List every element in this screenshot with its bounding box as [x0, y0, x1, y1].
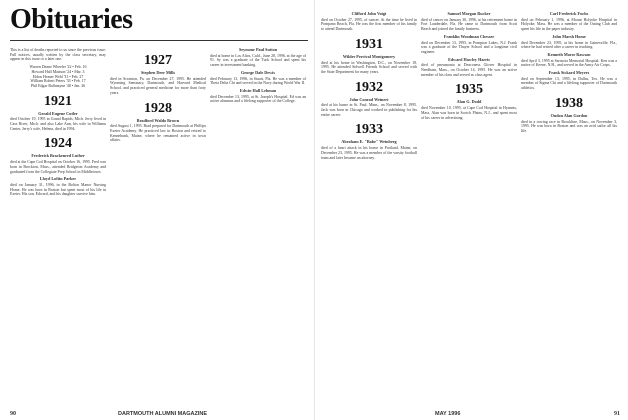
obituary-entry — [521, 114, 617, 134]
obituary-entry — [521, 12, 617, 32]
right-column-2 — [421, 12, 517, 123]
list-item: Phil Edgar Ballantyne '48 • Jan. 26 — [30, 83, 86, 88]
right-column-3 — [521, 12, 617, 137]
obituary-entry — [321, 12, 417, 32]
left-column-2 — [110, 48, 206, 146]
obituary-name: Abraham E. "Babe" Weinberg — [341, 139, 397, 145]
obituary-entry — [521, 35, 617, 50]
obituary-name: Alan G. Dodd — [456, 99, 482, 105]
obituary-name: Samuel Morgan Rucker — [447, 11, 491, 16]
page-number: 90 — [10, 411, 16, 417]
obituary-text: died August 1, 1995. Brad prepared for Dartmouth at Phillips Exeter Academy. He practiced law in Boston and retired to Kennebunk, Maine, where he remained active in town affairs. — [110, 124, 206, 143]
left-column-3 — [210, 48, 306, 107]
obituary-entry — [10, 112, 106, 132]
obituary-text: died on October 27, 1995, of cancer. At the time he lived in Pompano Beach, Fla. He was the first member of his family to attend Dartmouth. — [321, 17, 417, 32]
title-rule — [10, 40, 308, 41]
obituary-text: died November 10, 1995, at Cape Cod Hospital in Hyannis, Mass. Alan was born in Scotch Plains, N.J., and spent most of his career in advertising. — [421, 106, 517, 120]
obituary-entry — [421, 12, 517, 32]
obituary-name: Carl Frederick Fuchs — [549, 11, 589, 16]
death-notice-list — [10, 65, 106, 89]
right-page — [314, 0, 628, 420]
obituary-text: died on September 13, 1995, in Dallas, Tex. He was a member of Sigma Chi and a lifelong supporter of Dartmouth athletics. — [521, 76, 617, 91]
class-year-heading: 1932 — [355, 79, 383, 95]
obituary-entry — [421, 35, 517, 55]
obituary-name: Frederick Brackenred Luther — [31, 153, 85, 159]
obituary-entry — [521, 53, 617, 68]
obituary-name: George Dale Dewis — [241, 69, 275, 75]
list-item: Eldon Homer Wehl '31 • Feb. 27 — [32, 74, 84, 79]
obituary-name: Gerald Eugene Cutler — [38, 110, 78, 116]
obituary-text: died December 13, 1995, at St. Joseph's Hospital. Ed was an active alumnus and a lifelong supporter of the College. — [210, 94, 306, 104]
obituary-entry — [10, 154, 106, 174]
obituary-entry — [210, 48, 306, 68]
obituary-name: Oudon Alan Gordon — [550, 112, 588, 118]
obituary-entry — [210, 89, 306, 104]
obituary-text: died on February 1, 1996, at Mount Holyoke Hospital in Holyoke, Mass. He was a member of the Outing Club and spent his life in the paper industry. — [521, 17, 617, 32]
list-item: Warren Deane Wheeler '22 • Feb. 16 — [29, 65, 87, 70]
obituary-text: died of pneumonia at Deaconess Glover Hospital in Needham, Mass., on October 14, 1995. He was an active member of his class and served as class agent. — [421, 63, 517, 77]
obituary-entry — [321, 98, 417, 118]
right-column-1 — [321, 12, 417, 163]
obituary-entry — [210, 71, 306, 86]
class-year-heading: 1928 — [144, 100, 172, 116]
obituary-text: died February 13, 1996, in Stuart, Fla. He was a member of Theta Delta Chi and served in the Navy during World War II. — [210, 76, 306, 86]
obituary-text: died at his home in Washington, D.C., on November 18, 1995. He attended Sidwell Friends School and served with the State Department for many years. — [321, 60, 417, 74]
obituary-text: died at the Cape Cod Hospital on October 16, 1995. Fred was born in Brockton, Mass., attended Bridgeton Academy and graduated from the Collegiate Prep School in Middletown. — [10, 160, 106, 174]
obituary-name: John Marsh Home — [552, 33, 586, 39]
obituary-entry — [421, 100, 517, 120]
class-year-heading: 1931 — [355, 36, 383, 52]
class-year-heading: 1938 — [555, 95, 583, 111]
obituary-name: Wilder Percival Montgomery — [342, 53, 396, 59]
list-item: Howard Hall Mattson '24 • Mar. 3 — [31, 69, 85, 74]
page-title: Obituaries — [10, 4, 133, 35]
list-item: William Robert Peters '33 • Feb. 17 — [30, 79, 86, 84]
class-year-heading: 1924 — [44, 136, 72, 152]
class-year-heading: 1927 — [144, 53, 172, 68]
obituary-entry — [321, 140, 417, 160]
page-number: 91 — [614, 411, 620, 417]
issue-date-footer: MAY 1996 — [435, 411, 461, 417]
obituary-name: Edward Hawley Harris — [448, 56, 490, 62]
obituary-name: Kenneth Morse Rawson — [547, 51, 591, 57]
obituary-entry — [110, 119, 206, 144]
class-year-heading: 1933 — [355, 122, 383, 138]
obituary-text: died of a heart attack in his home in Portland, Maine, on December 23, 1995. He was a member of the varsity football team and later became an attorney. — [321, 146, 417, 160]
obituary-text: died October 19, 1995 in Grand Rapids, Mich. Jerry lived in Cass River, Mich. and also Lake Ann, his wife in Williams Center, Jerry's wife, Helena, died in 1994. — [10, 117, 106, 131]
obituary-name: Seymour Paul Sutton — [238, 47, 278, 52]
obituary-name: Stephen Deer Mills — [140, 70, 176, 75]
obituary-name: Franklin Woodman Chesser — [443, 33, 495, 39]
obituary-name: Lloyd Loftin Parker — [39, 176, 77, 182]
class-year-heading: 1921 — [44, 93, 72, 109]
obituary-text: died at his home in St. Paul, Minn., on November 8, 1995. Jack was born in Chicago and worked in publishing for his entire career. — [321, 103, 417, 117]
obituary-name: John Conrad Weinert — [349, 96, 389, 102]
obituary-entry — [321, 55, 417, 75]
obituary-entry — [521, 71, 617, 91]
obituary-text: died on December 13, 1995, in Pompton Lakes, N.J. Frank was a graduate of the Thayer School and a longtime civil engineer. — [421, 40, 517, 54]
obituary-name: Clifford John Voigt — [351, 11, 387, 16]
obituary-entry — [10, 177, 106, 197]
obituary-text: died in Scranton, Pa. on December 27, 1995. He attended Wyoming Seminary, Dartmouth, and Harvard Medical School, and practiced general medicine for more than forty years. — [110, 76, 206, 95]
obituary-entry — [110, 71, 206, 96]
obituary-text: died December 23, 1995, at his home in Gainesville, Fla., where he had retired after a career in teaching. — [521, 40, 617, 50]
obituary-text: died April 3, 1995 at Sarasota Memorial Hospital. Ken was a native of Keene, N.H., and served in the Army Air Corps. — [521, 58, 617, 68]
obituary-name: Frank Sickard Meyers — [548, 70, 590, 76]
intro-text: This is a list of deaths reported to us since the previous issue. Full notices, usually written by the class secretary, may appear in this issue or a later one. — [10, 48, 106, 62]
obituary-name: Bradford Waldo Brown — [136, 117, 180, 123]
magazine-footer: DARTMOUTH ALUMNI MAGAZINE — [118, 411, 208, 417]
left-column-1 — [10, 48, 106, 200]
obituary-text: died of cancer on January 30, 1996, at his retirement home in Fort Lauderdale, Fla. He came to Dartmouth from Scott Beach and joined the family business. — [421, 17, 517, 32]
obituary-name: Edwin Hall Lehman — [239, 87, 277, 93]
class-year-heading: 1935 — [455, 82, 483, 98]
obituary-text: died in a rowing race in Brookline, Mass., on November 3, 1995. He was born in Boston and was an avid sailor all his life. — [521, 119, 617, 133]
obituary-text: died at home in Los Altos, Calif., June 28, 1996, at the age of 91. Sy was a graduate of the Tuck School and spent his career in investment banking. — [210, 53, 306, 68]
obituary-entry — [421, 58, 517, 78]
obituary-text: died on January 31, 1996, in the Bolton Manor Nursing Home. He was born in Boston but spent most of his life in Exeter. His son, Edward, and his daughter survive him. — [10, 182, 106, 197]
